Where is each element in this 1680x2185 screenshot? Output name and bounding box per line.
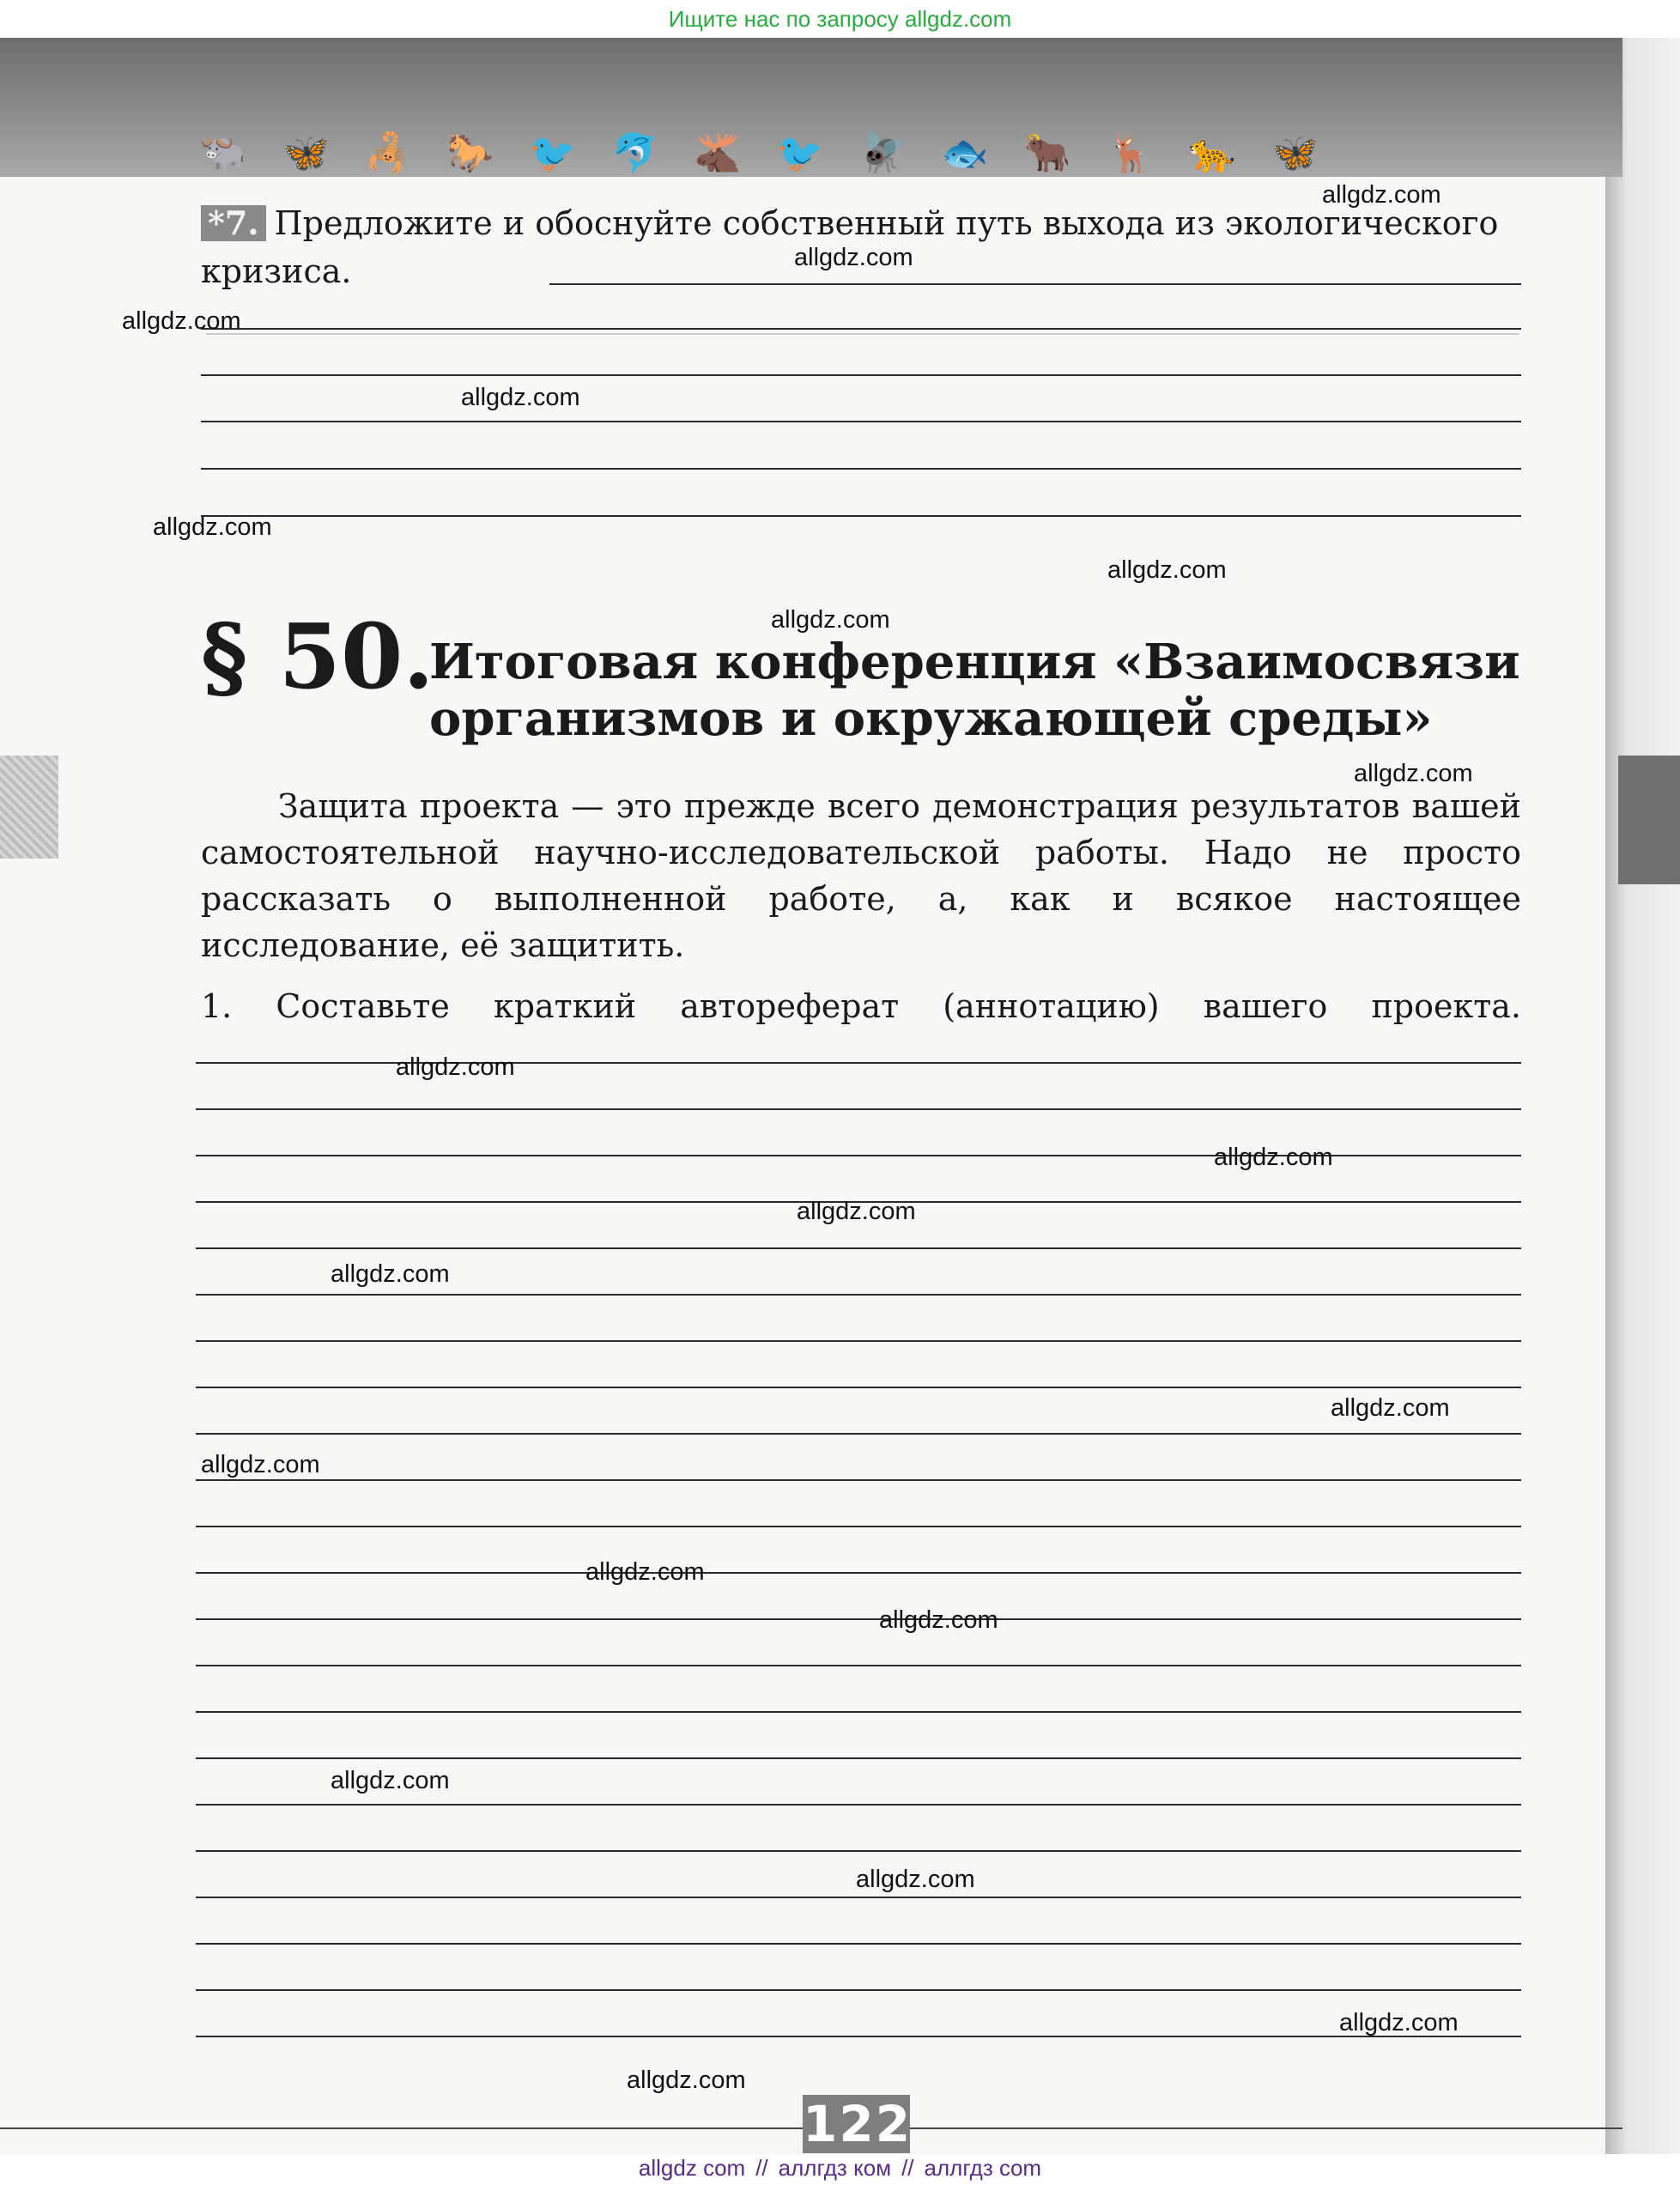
- bull-icon: 🐂: [1023, 131, 1071, 175]
- watermark-text: allgdz.com: [879, 1606, 998, 1634]
- watermark-text: allgdz.com: [1322, 181, 1441, 209]
- answer-line[interactable]: [196, 1572, 1521, 1574]
- page-edge-shadow: [1605, 38, 1680, 2154]
- task-1: 1. Составьте краткий автореферат (аннотацию) вашего проекта.: [201, 987, 1521, 1025]
- answer-line[interactable]: [201, 468, 1521, 470]
- watermark-text: allgdz.com: [1339, 2009, 1459, 2036]
- watermark-text: allgdz.com: [856, 1866, 975, 1893]
- intro-paragraph: [201, 783, 1521, 968]
- watermark-text: allgdz.com: [771, 606, 890, 634]
- answer-line[interactable]: [196, 1340, 1521, 1342]
- answer-line[interactable]: [196, 1850, 1521, 1852]
- answer-line[interactable]: [196, 1433, 1521, 1435]
- watermark-text: allgdz.com: [1354, 760, 1473, 787]
- watermark-text: allgdz.com: [396, 1053, 515, 1081]
- cheetah-icon: 🐆: [1188, 131, 1236, 175]
- answer-line[interactable]: [196, 1479, 1521, 1481]
- bottom-banner: [0, 2151, 1680, 2185]
- watermark-text: allgdz.com: [794, 244, 913, 271]
- answer-line[interactable]: [196, 1804, 1521, 1806]
- bottom-banner-link[interactable]: аллгдз com: [924, 2155, 1042, 2181]
- deer-icon: 🦌: [1106, 131, 1154, 175]
- watermark-text: allgdz.com: [201, 1451, 320, 1478]
- dolphin-icon: 🐬: [611, 131, 659, 175]
- answer-line[interactable]: [201, 515, 1521, 517]
- section-title: Итоговая конференция «Взаимосвязи организмов и окружающей среды»: [429, 634, 1520, 747]
- bird-icon: 🐦: [529, 131, 577, 175]
- answer-line[interactable]: [196, 1665, 1521, 1666]
- bison-icon: 🐃: [199, 131, 247, 175]
- bottom-banner-link[interactable]: аллгдз ком: [778, 2155, 892, 2181]
- answer-line[interactable]: [196, 1294, 1521, 1296]
- top-banner[interactable]: Ищите нас по запросу allgdz.com: [668, 6, 1012, 32]
- butterfly-icon: 🦋: [282, 131, 330, 175]
- answer-line[interactable]: [201, 328, 1521, 330]
- answer-line[interactable]: [196, 1897, 1521, 1898]
- answer-line[interactable]: [549, 283, 1521, 285]
- moose-icon: 🫎: [694, 131, 742, 175]
- watermark-text: allgdz.com: [461, 384, 580, 411]
- intro-text: Защита проекта — это прежде всего демонстрация результатов вашей самостоятельной научно-исследовательской работы. Надо не просто рассказать о выполненной работе, а, как и всякое настоящее исследование, её защитить.: [201, 787, 1521, 964]
- answer-line[interactable]: [196, 1989, 1521, 1991]
- insect-icon: 🪰: [858, 131, 907, 175]
- watermark-text: allgdz.com: [331, 1260, 450, 1288]
- answer-line[interactable]: [201, 374, 1521, 376]
- answer-line[interactable]: [196, 1711, 1521, 1713]
- answer-line[interactable]: [196, 1062, 1521, 1064]
- bleed-through-line: [206, 333, 1519, 335]
- answer-line[interactable]: [196, 1526, 1521, 1527]
- watermark-text: allgdz.com: [797, 1198, 916, 1225]
- watermark-text: allgdz.com: [1107, 556, 1227, 584]
- page-number: 122: [803, 2095, 913, 2153]
- bottom-banner-separator: //: [901, 2155, 914, 2181]
- heron-icon: 🐦: [776, 131, 824, 175]
- answer-line[interactable]: [196, 1757, 1521, 1759]
- watermark-text: allgdz.com: [331, 1767, 450, 1794]
- watermark-text: allgdz.com: [585, 1558, 705, 1586]
- workbook-page: [0, 38, 1622, 2154]
- bottom-banner-separator: //: [755, 2155, 768, 2181]
- answer-line[interactable]: [201, 421, 1521, 422]
- answer-line[interactable]: [196, 2036, 1521, 2037]
- answer-line[interactable]: [196, 1108, 1521, 1110]
- watermark-text: allgdz.com: [1331, 1394, 1450, 1422]
- left-edge-texture: [0, 756, 58, 859]
- butterfly-icon: 🦋: [1271, 131, 1319, 175]
- question-7-text: Предложите и обоснуйте собственный путь выхода из экологического кризиса.: [201, 204, 1499, 290]
- watermark-text: allgdz.com: [122, 307, 241, 335]
- answer-line[interactable]: [196, 1387, 1521, 1388]
- section-number: § 50.: [201, 604, 434, 709]
- page-tab-marker: [1618, 756, 1680, 884]
- watermark-text: allgdz.com: [153, 513, 272, 541]
- animal-silhouettes: [193, 127, 1532, 180]
- bottom-banner-link[interactable]: allgdz com: [638, 2155, 746, 2181]
- answer-line[interactable]: [196, 1247, 1521, 1249]
- scorpion-icon: 🦂: [364, 131, 412, 175]
- watermark-text: allgdz.com: [1214, 1144, 1333, 1171]
- answer-line[interactable]: [196, 1943, 1521, 1945]
- answer-line[interactable]: [196, 1618, 1521, 1620]
- horse-icon: 🐎: [446, 131, 494, 175]
- watermark-text: allgdz.com: [627, 2067, 746, 2094]
- fish-icon: 🐟: [941, 131, 989, 175]
- question-7-label: *7.: [201, 205, 266, 241]
